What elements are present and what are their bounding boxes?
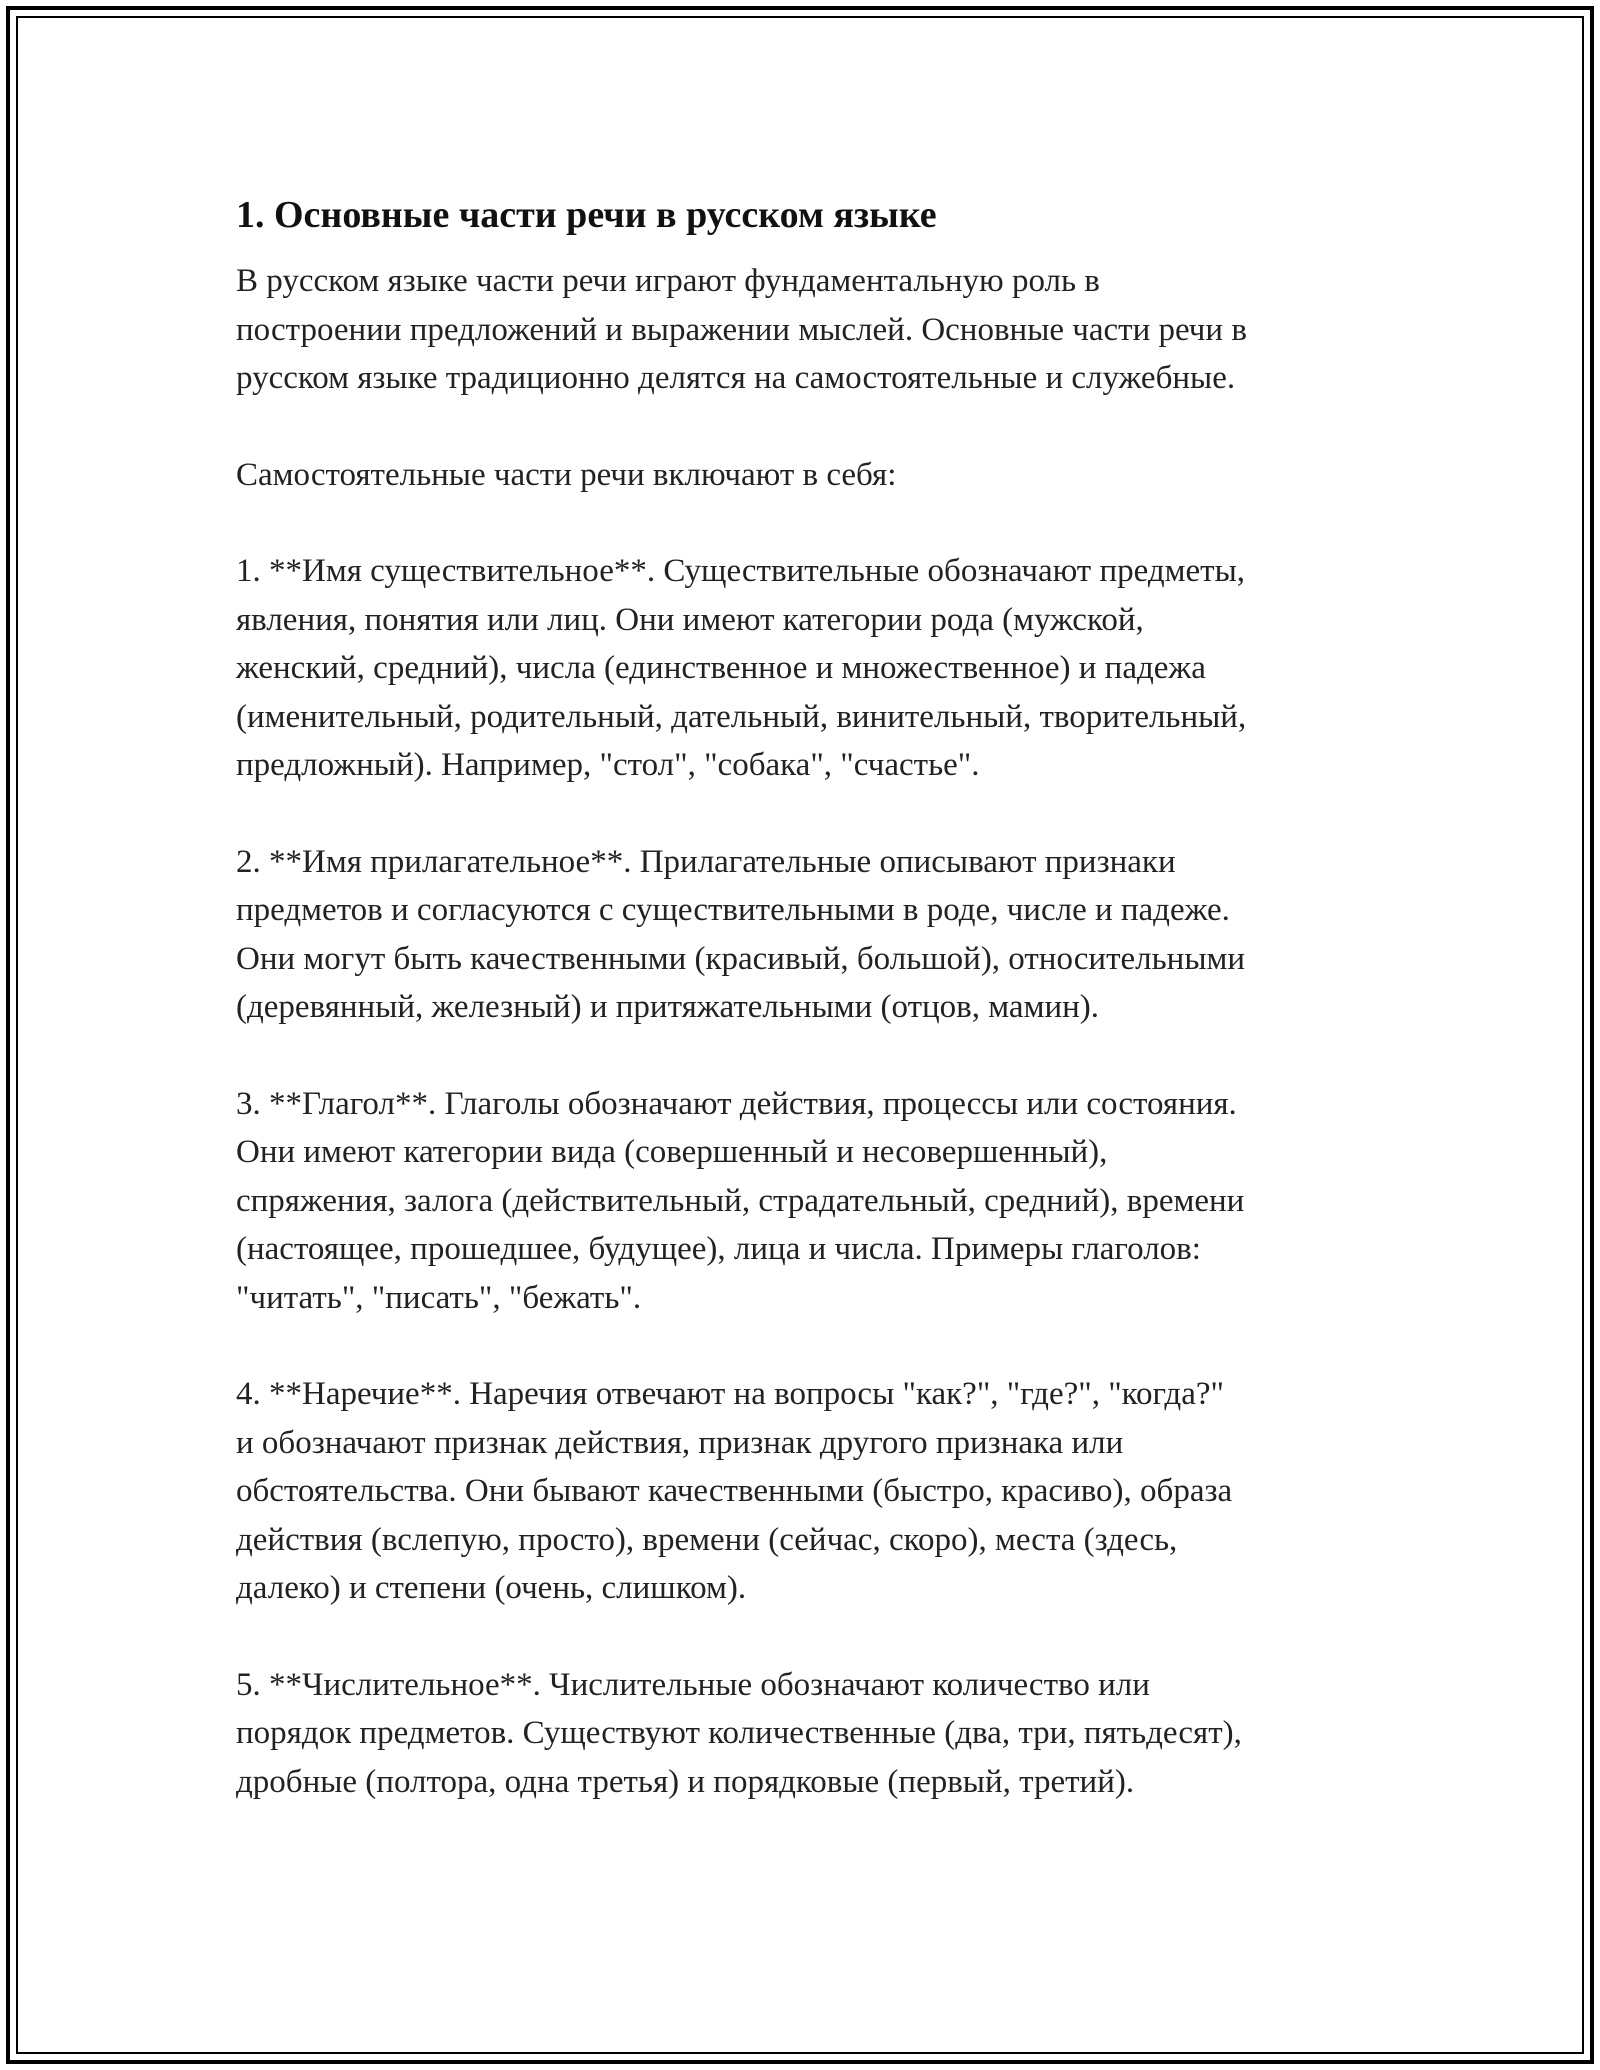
section-title: 1. Основные части речи в русском языке — [236, 194, 937, 236]
list-intro-paragraph: Самостоятельные части речи включают в себя: — [236, 456, 897, 493]
verb-paragraph: 3. **Глагол**. Глаголы обозначают действия, процессы или состояния. Они имеют категории вида (совершенный и несовершенный), спряжения, залога (действительный, страдательный, средний), времени (настоящее, прошедшее, будущее), лица и числа. Примеры глаголов: "читать", "писать", "бежать". — [236, 1085, 1245, 1316]
adjective-paragraph: 2. **Имя прилагательное**. Прилагательные описывают признаки предметов и согласуются с существительными в роде, числе и падеже. Они могут быть качественными (красивый, большой), относительными (деревянный, железный) и притяжательными (отцов, мамин). — [236, 843, 1246, 1025]
adverb-paragraph: 4. **Наречие**. Наречия отвечают на вопросы "как?", "где?", "когда?" и обозначают признак действия, признак другого признака или обстоятельства. Они бывают качественными (быстро, красиво), образа действия (вслепую, просто), времени (сейчас, скоро), места (здесь, далеко) и степени (очень, слишком). — [236, 1376, 1233, 1606]
intro-paragraph: В русском языке части речи играют фундаментальную роль в построении предложений и выражении мыслей. Основные части речи в русском языке традиционно делятся на самостоятельные и служебные. — [236, 263, 1247, 396]
numeral-paragraph: 5. **Числительное**. Числительные обозначают количество или порядок предметов. Существуют количественные (два, три, пятьдесят), дробные (полтора, одна третья) и порядковые (первый, третий). — [236, 1666, 1242, 1800]
document-body — [236, 190, 1366, 1806]
noun-paragraph: 1. **Имя существительное**. Существительные обозначают предметы, явления, понятия или лиц. Они имеют категории рода (мужской, женский, средний), числа (единственное и множественное) и падежа (именительный, родительный, дательный, винительный, творительный, предложный). Например, "стол", "собака", "счастье". — [236, 553, 1247, 783]
